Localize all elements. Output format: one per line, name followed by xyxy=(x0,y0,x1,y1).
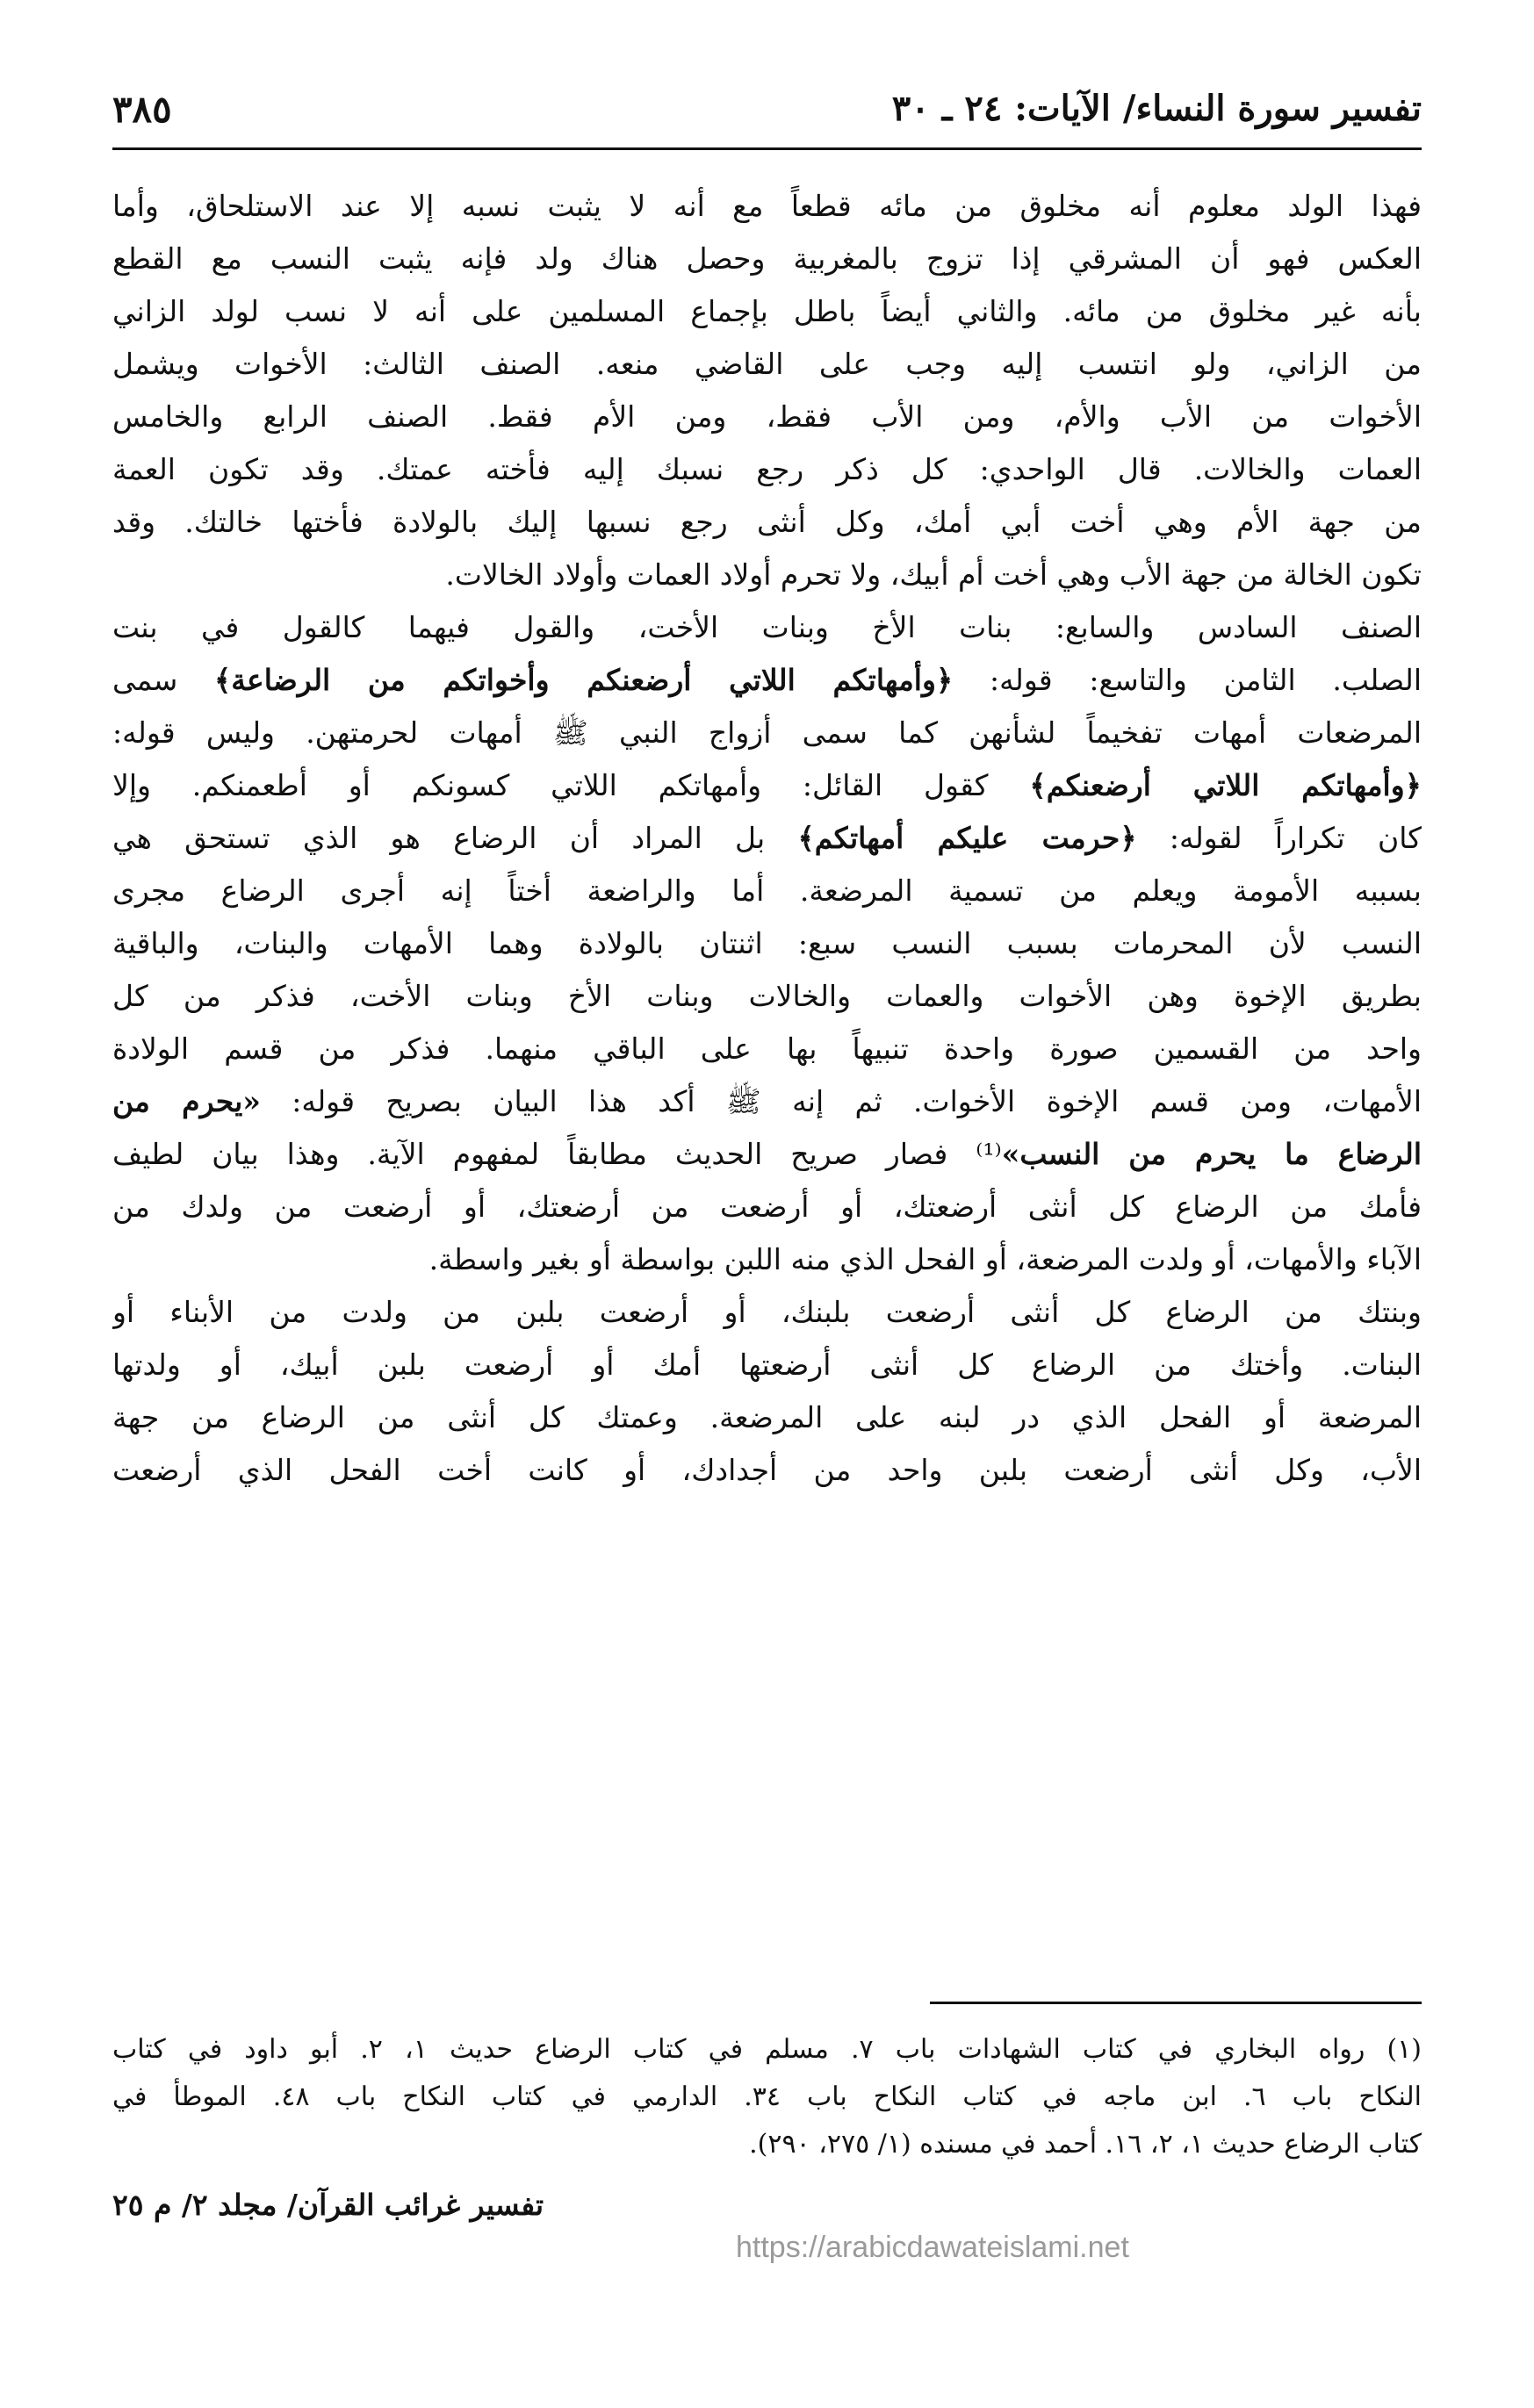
text-segment: العمات والخالات. قال الواحدي: كل ذكر رجع نسبك إليه فأخته عمتك. وقد تكون العمة xyxy=(112,452,1422,486)
body-line xyxy=(112,549,1422,601)
footnote-line: (١) رواه البخاري في كتاب الشهادات باب ٧. مسلم في كتاب الرضاع حديث ١، ٢. أبو داود في كتاب xyxy=(112,2034,1422,2065)
body-line xyxy=(112,338,1422,391)
running-head-title: تفسير سورة النساء/ الآيات: ٢٤ ـ ٣٠ xyxy=(891,88,1422,129)
body-line xyxy=(112,1286,1422,1339)
text-segment: الأمهات، ومن قسم الإخوة الأخوات. ثم إنه ﷺ أكد هذا البيان بصريح قوله: xyxy=(260,1084,1422,1118)
body-line xyxy=(112,1444,1422,1497)
body-line xyxy=(112,865,1422,917)
text-segment: الصنف السادس والسابع: بنات الأخ وبنات الأخت، والقول فيهما كالقول في بنت xyxy=(112,610,1422,644)
footnote-line: كتاب الرضاع حديث ١، ٢، ١٦. أحمد في مسنده (١/ ٢٧٥، ٢٩٠). xyxy=(749,2129,1422,2160)
text-segment: تكون الخالة من جهة الأب وهي أخت أم أبيك، ولا تحرم أولاد العمات وأولاد الخالات. xyxy=(445,557,1422,592)
body-line xyxy=(112,1075,1422,1128)
running-head xyxy=(112,88,1422,149)
body-line xyxy=(112,1128,1422,1181)
body-line xyxy=(112,233,1422,285)
body-line xyxy=(112,496,1422,549)
text-segment: المرضعات أمهات تفخيماً لشأنهن كما سمى أزواج النبي ﷺ أمهات لحرمتهن. وليس قوله: xyxy=(112,715,1422,750)
text-segment: العكس فهو أن المشرقي إذا تزوج بالمغربية وحصل هناك ولد فإنه يثبت النسب مع القطع xyxy=(112,241,1422,276)
footnote-rule xyxy=(930,2002,1422,2004)
text-segment: المرضعة أو الفحل الذي در لبنه على المرضعة. وعمتك كل أنثى من الرضاع من جهة xyxy=(112,1400,1422,1434)
footnote-line: النكاح باب ٦. ابن ماجه في كتاب النكاح باب ٣٤. الدارمي في كتاب النكاح باب ٤٨. الموطأ في xyxy=(112,2081,1422,2112)
quoted-text: «يحرم من xyxy=(112,1084,261,1118)
text-segment: واحد من القسمين صورة واحدة تنبيهاً بها على الباقي منهما. فذكر من قسم الولادة xyxy=(112,1031,1422,1066)
text-segment: بل المراد أن الرضاع هو الذي تستحق هي xyxy=(112,821,798,855)
text-segment: من الزاني، ولو انتسب إليه وجب على القاضي منعه. الصنف الثالث: الأخوات ويشمل xyxy=(112,347,1422,381)
body-line xyxy=(112,759,1422,812)
body-line xyxy=(112,180,1422,233)
text-segment: سمى xyxy=(112,663,214,697)
text-segment: الأخوات من الأب والأم، ومن الأب فقط، ومن الأم فقط. الصنف الرابع والخامس xyxy=(112,399,1422,434)
text-segment: فهذا الولد معلوم أنه مخلوق من مائه قطعاً مع أنه لا يثبت نسبه إلا عند الاستلحاق، وأما xyxy=(112,189,1422,223)
text-segment: البنات. وأختك من الرضاع كل أنثى أرضعتها أمك أو أرضعت بلبن أبيك، أو ولدتها xyxy=(112,1348,1422,1382)
quoted-text: ﴿حرمت عليكم أمهاتكم﴾ xyxy=(797,821,1137,855)
body-line xyxy=(112,601,1422,654)
text-segment: بسببه الأمومة ويعلم من تسمية المرضعة. أما والراضعة أختاً إنه أجرى الرضاع مجرى xyxy=(112,873,1422,908)
body-line xyxy=(112,285,1422,338)
body-line xyxy=(112,812,1422,865)
text-segment: الآباء والأمهات، أو ولدت المرضعة، أو الفحل الذي منه اللبن بواسطة أو بغير واسطة. xyxy=(429,1242,1422,1276)
body-text xyxy=(112,180,1422,1497)
footnotes xyxy=(112,2026,1422,2168)
text-segment: بأنه غير مخلوق من مائه. والثاني أيضاً باطل بإجماع المسلمين على أنه لا نسب لولد الزاني xyxy=(112,294,1422,328)
text-segment: النسب لأن المحرمات بسبب النسب سبع: اثنتان بالولادة وهما الأمهات والبنات، والباقية xyxy=(112,926,1422,960)
page-number: ٣٨٥ xyxy=(112,88,172,131)
quoted-text: الرضاع ما يحرم من النسب» xyxy=(1001,1137,1422,1171)
text-segment: الصلب. الثامن والتاسع: قوله: xyxy=(953,663,1422,697)
text-segment: كقول القائل: وأمهاتكم اللاتي كسونكم أو أطعمنكم. وإلا xyxy=(112,768,1030,802)
body-line xyxy=(112,443,1422,496)
body-line xyxy=(112,1391,1422,1444)
quoted-text: ﴿وأمهاتكم اللاتي أرضعنكم وأخواتكم من الرضاعة﴾ xyxy=(213,663,954,697)
body-line xyxy=(112,970,1422,1023)
body-line xyxy=(112,1181,1422,1233)
text-segment: الأب، وكل أنثى أرضعت بلبن واحد من أجدادك، أو كانت أخت الفحل الذي أرضعت xyxy=(112,1453,1422,1487)
body-line xyxy=(112,654,1422,707)
body-line xyxy=(112,1233,1422,1286)
body-line xyxy=(112,391,1422,443)
text-segment: وبنتك من الرضاع كل أنثى أرضعت بلبنك، أو أرضعت بلبن من ولدت من الأبناء أو xyxy=(112,1295,1422,1329)
signature-text: تفسير غرائب القرآن/ مجلد ٢/ م ٢٥ xyxy=(112,2188,544,2222)
text-segment: كان تكراراً لقوله: xyxy=(1136,821,1422,855)
watermark-url: https://arabicdawateislami.net xyxy=(736,2231,1129,2264)
body-line xyxy=(112,917,1422,970)
text-segment: بطريق الإخوة وهن الأخوات والعمات والخالات وبنات الأخ وبنات الأخت، فذكر من كل xyxy=(112,979,1422,1013)
header-rule xyxy=(112,147,1422,150)
text-segment: من جهة الأم وهي أخت أبي أمك، وكل أنثى رجع نسبها إليك بالولادة فأختها خالتك. وقد xyxy=(112,505,1422,539)
body-line xyxy=(112,707,1422,759)
body-line xyxy=(112,1023,1422,1075)
text-segment: ⁽¹⁾ فصار صريح الحديث مطابقاً لمفهوم الآية. وهذا بيان لطيف xyxy=(112,1137,1002,1171)
quoted-text: ﴿وأمهاتكم اللاتي أرضعنكم﴾ xyxy=(1029,768,1422,802)
text-segment: فأمك من الرضاع كل أنثى أرضعتك، أو أرضعت من أرضعتك، أو أرضعت من ولدك من xyxy=(112,1190,1422,1224)
body-line xyxy=(112,1339,1422,1391)
